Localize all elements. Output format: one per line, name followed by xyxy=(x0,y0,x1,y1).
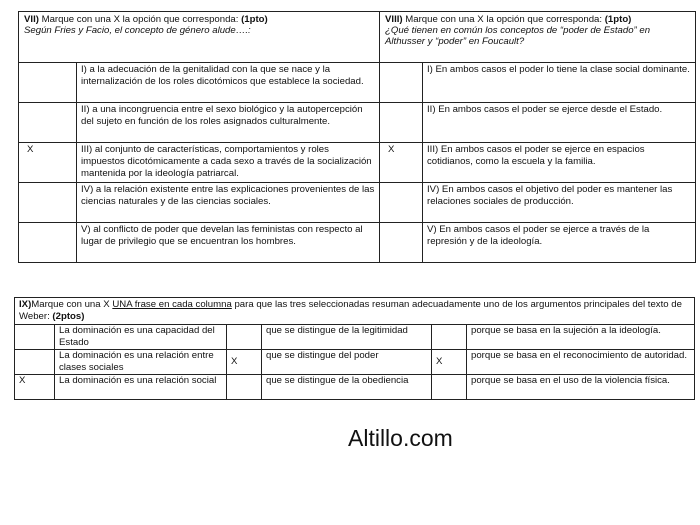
ix-col2-mark-cell-2[interactable]: X xyxy=(227,350,262,375)
viii-mark-cell-4[interactable] xyxy=(380,183,423,223)
ix-col3-phrase-1: porque se basa en la sujeción a la ideología. xyxy=(467,325,695,350)
ix-col2-phrase-1: que se distingue de la legitimidad xyxy=(262,325,432,350)
vii-option-2: II) a una incongruencia entre el sexo biológico y la autopercepción del sujeto en función de los roles asignados culturalmente. xyxy=(77,103,380,143)
question-ix-points: (2ptos) xyxy=(52,311,85,322)
viii-option-3: III) En ambos casos el poder se ejerce en espacios cotidianos, como la escuela y la familia. xyxy=(423,143,696,183)
question-viii-header xyxy=(380,12,696,63)
ix-col1-phrase-2: La dominación es una relación entre clases sociales xyxy=(55,350,227,375)
question-ix-table xyxy=(14,297,695,400)
ix-col2-phrase-3: que se distingue de la obediencia xyxy=(262,375,432,400)
header-row xyxy=(15,298,695,325)
question-ix-number: IX) xyxy=(19,299,32,310)
viii-mark-cell-3[interactable]: X xyxy=(380,143,423,183)
ix-col1-mark-cell-3[interactable]: X xyxy=(15,375,55,400)
question-viii-instruction: Marque con una X la opción que corresponda: xyxy=(402,14,605,25)
vii-mark-cell-2[interactable] xyxy=(19,103,77,143)
ix-col3-phrase-3: porque se basa en el uso de la violencia física. xyxy=(467,375,695,400)
vii-mark-cell-5[interactable] xyxy=(19,223,77,263)
viii-mark-cell-5[interactable] xyxy=(380,223,423,263)
questions-vii-viii-table xyxy=(18,11,696,263)
question-vii-instruction: Marque con una X la opción que corresponda: xyxy=(38,14,242,25)
ix-col3-mark-cell-2[interactable]: X xyxy=(432,350,467,375)
phrase-row xyxy=(15,375,695,400)
ix-col2-mark-cell-3[interactable] xyxy=(227,375,262,400)
ix-col1-phrase-1: La dominación es una capacidad del Estado xyxy=(55,325,227,350)
ix-col1-mark-cell-1[interactable] xyxy=(15,325,55,350)
viii-option-5: V) En ambos casos el poder se ejerce a través de la represión y de la ideología. xyxy=(423,223,696,263)
header-row xyxy=(19,12,696,63)
viii-option-2: II) En ambos casos el poder se ejerce desde el Estado. xyxy=(423,103,696,143)
question-ix-header xyxy=(15,298,695,325)
ix-col1-mark-cell-2[interactable] xyxy=(15,350,55,375)
vii-option-5: V) al conflicto de poder que develan las feministas con respecto al lugar de privilegio que se encuentran los hombres. xyxy=(77,223,380,263)
ix-col1-phrase-3: La dominación es una relación social xyxy=(55,375,227,400)
vii-option-3: III) al conjunto de características, comportamientos y roles impuestos dicotómicamente a cada sexo a través de la socialización mantenida por la ideología patriarcal. xyxy=(77,143,380,183)
phrase-row xyxy=(15,325,695,350)
vii-option-1: I) a la adecuación de la genitalidad con la que se nace y la internalización de los roles dicotómicos que establece la sociedad. xyxy=(77,63,380,103)
question-ix-instruction-a: Marque con una X xyxy=(31,299,113,310)
ix-col2-phrase-2: que se distingue del poder xyxy=(262,350,432,375)
option-row xyxy=(19,183,696,223)
vii-mark-cell-4[interactable] xyxy=(19,183,77,223)
question-ix-instruction-b: para que las tres seleccionadas resuman adecuadamente uno de los argumentos principales del texto de Weber: xyxy=(19,299,682,322)
viii-mark-cell-1[interactable] xyxy=(380,63,423,103)
question-vii-prompt: Según Fries y Facio, el concepto de género alude….: xyxy=(24,25,251,36)
option-row xyxy=(19,143,696,183)
viii-mark-cell-2[interactable] xyxy=(380,103,423,143)
question-vii-points: (1pto) xyxy=(241,14,268,25)
question-vii-header xyxy=(19,12,380,63)
question-viii-prompt: ¿Qué tienen en común los conceptos de “poder de Estado” en Althusser y “poder” en Foucault? xyxy=(385,25,651,47)
viii-option-4: IV) En ambos casos el objetivo del poder es mantener las relaciones sociales de producción. xyxy=(423,183,696,223)
vii-mark-cell-3[interactable]: X xyxy=(19,143,77,183)
ix-col3-mark-cell-3[interactable] xyxy=(432,375,467,400)
option-row xyxy=(19,103,696,143)
site-footer-text: Altillo.com xyxy=(348,425,453,451)
vii-option-4: IV) a la relación existente entre las explicaciones provenientes de las ciencias naturales y de las ciencias sociales. xyxy=(77,183,380,223)
ix-col3-phrase-2: porque se basa en el reconocimiento de autoridad. xyxy=(467,350,695,375)
option-row xyxy=(19,63,696,103)
question-vii-number: VII) xyxy=(24,14,39,25)
question-ix-instruction-underlined: UNA frase en cada columna xyxy=(112,299,232,310)
question-viii-points: (1pto) xyxy=(604,14,632,25)
ix-col3-mark-cell-1[interactable] xyxy=(432,325,467,350)
question-viii-number: VIII) xyxy=(385,14,403,25)
ix-col2-mark-cell-1[interactable] xyxy=(227,325,262,350)
option-row xyxy=(19,223,696,263)
vii-mark-cell-1[interactable] xyxy=(19,63,77,103)
viii-option-1: I) En ambos casos el poder lo tiene la clase social dominante. xyxy=(423,63,696,103)
phrase-row xyxy=(15,350,695,375)
